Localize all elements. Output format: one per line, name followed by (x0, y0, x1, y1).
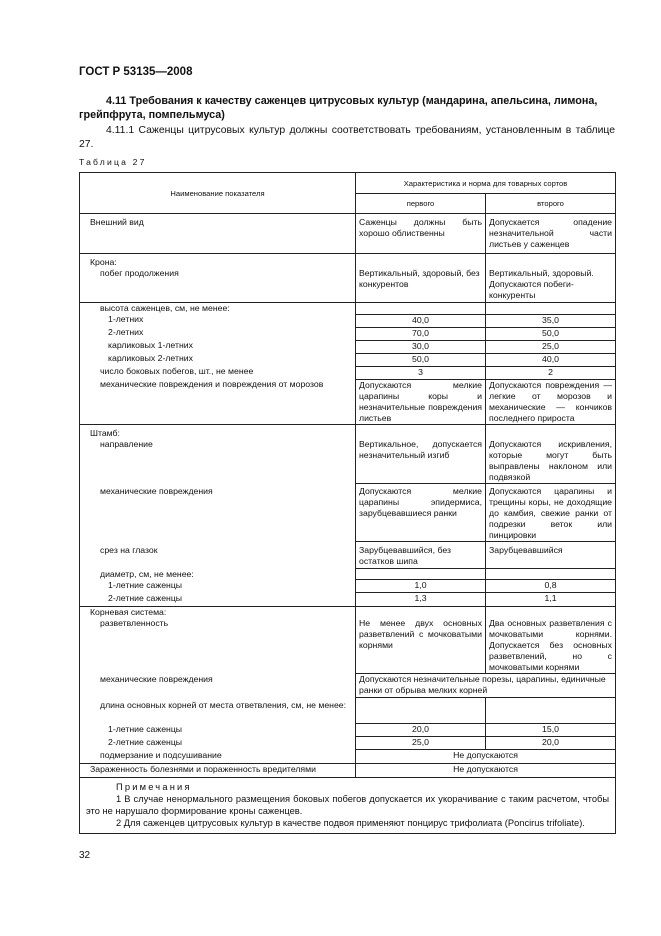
cell-merged: Не допускаются (356, 750, 616, 764)
cell-second: 0,8 (486, 580, 616, 593)
table-caption: Таблица 27 (79, 157, 147, 167)
cell-first: 25,0 (356, 737, 486, 750)
table-row (80, 268, 616, 303)
cell-first: 30,0 (356, 340, 486, 353)
note-2: 2 Для саженцев цитрусовых культур в качестве подвоя применяют понцирус трифолиата (Poncirus trifoliate). (116, 817, 585, 828)
empty-cell (486, 254, 616, 269)
cell-first: Вертикальный, здоровый, без конкурентов (356, 268, 486, 303)
cell-second: 20,0 (486, 737, 616, 750)
cell-first: 40,0 (356, 314, 486, 327)
requirements-table (79, 172, 616, 834)
cell-second: Допускаются искривления, которые могут быть выправлены наклоном или подвязкой (486, 439, 616, 484)
table-row (80, 698, 616, 724)
page-number: 32 (79, 850, 91, 861)
cell-second: 25,0 (486, 340, 616, 353)
row-label: механические повреждения (80, 484, 356, 542)
table-row (80, 314, 616, 327)
empty-cell (356, 425, 486, 440)
row-label: Штамб: (80, 425, 356, 440)
row-label: число боковых побегов, шт., не менее (80, 366, 356, 379)
cell-first: 70,0 (356, 327, 486, 340)
cell-second: 1,1 (486, 593, 616, 607)
cell-first: 20,0 (356, 724, 486, 737)
row-label: диаметр, см, не менее: (80, 569, 356, 580)
table-row (80, 303, 616, 315)
section-heading (79, 95, 615, 122)
table-row (80, 425, 616, 440)
cell-second: 15,0 (486, 724, 616, 737)
row-label: карликовых 2-летних (80, 353, 356, 366)
empty-cell (486, 606, 616, 618)
table-row (80, 750, 616, 764)
column-header-name: Наименование показателя (80, 173, 356, 214)
cell-first: Зарубцевавшийся, без остатков шипа (356, 542, 486, 569)
table-row (80, 484, 616, 542)
row-label: 2-летние саженцы (80, 737, 356, 750)
cell-first: 50,0 (356, 353, 486, 366)
cell-second: Допускается опадение незначительной части листьев у саженцев (486, 214, 616, 254)
cell-first: Саженцы должны быть хорошо облиственны (356, 214, 486, 254)
empty-cell (486, 425, 616, 440)
cell-first: 3 (356, 366, 486, 379)
cell-second: 40,0 (486, 353, 616, 366)
table-row (80, 353, 616, 366)
cell-first: Допускаются мелкие царапины эпидермиса, зарубцевавшиеся ранки (356, 484, 486, 542)
cell-merged: Допускаются незначительные порезы, царапины, единичные ранки от обрыва мелких корней (356, 674, 616, 698)
table-row (80, 618, 616, 674)
table-row (80, 214, 616, 254)
cell-first: Вертикальное, допускается незначительный изгиб (356, 439, 486, 484)
row-label: разветвленность (80, 618, 356, 674)
empty-cell (486, 698, 616, 724)
row-label: 2-летние саженцы (80, 593, 356, 607)
table-row (80, 580, 616, 593)
row-label: Зараженность болезнями и пораженность вредителями (80, 763, 356, 777)
section-number: 4.11 (106, 95, 127, 107)
column-header-second: второго (486, 194, 616, 214)
table-row (80, 379, 616, 425)
paragraph-text: Саженцы цитрусовых культур должны соответствовать требованиям, установленным в таблице 27. (79, 125, 615, 150)
cell-second: 50,0 (486, 327, 616, 340)
column-header-first: первого (356, 194, 486, 214)
row-label: побег продолжения (80, 268, 356, 303)
cell-first: Не менее двух основных разветвлений с мочковатыми корнями (356, 618, 486, 674)
table-header-row (80, 173, 616, 194)
document-header: ГОСТ Р 53135—2008 (79, 66, 193, 78)
cell-first: 1,0 (356, 580, 486, 593)
table-row (80, 254, 616, 269)
cell-second: Вертикальный, здоровый. Допускаются побеги-конкуренты (486, 268, 616, 303)
row-label: механические повреждения и повреждения от морозов (80, 379, 356, 425)
cell-first: 1,3 (356, 593, 486, 607)
empty-cell (356, 303, 486, 315)
row-label: срез на глазок (80, 542, 356, 569)
empty-cell (356, 254, 486, 269)
cell-second: Допускаются повреждения — легкие от морозов и механические — кончиков последнего прироста (486, 379, 616, 425)
table-row (80, 439, 616, 484)
row-label: карликовых 1-летних (80, 340, 356, 353)
notes-title: Примечания (116, 781, 192, 792)
row-label: Крона: (80, 254, 356, 269)
row-label: Корневая система: (80, 606, 356, 618)
row-label: 1-летние саженцы (80, 580, 356, 593)
table-row (80, 593, 616, 607)
cell-merged: Не допускаются (356, 763, 616, 777)
section-title: Требования к качеству саженцев цитрусовых культур (мандарина, апельсина, лимона, грейпфрута, помпельмуса) (79, 95, 598, 121)
cell-first: Допускаются мелкие царапины коры и незначительные повреждения листьев (356, 379, 486, 425)
cell-second: Допускаются царапины и трещины коры, не доходящие до камбия, свежие ранки от подрезки веток или пинцировки (486, 484, 616, 542)
row-label: 1-летних (80, 314, 356, 327)
table-row (80, 674, 616, 698)
paragraph-number: 4.11.1 (106, 125, 135, 136)
row-label: 2-летних (80, 327, 356, 340)
empty-cell (486, 569, 616, 580)
empty-cell (356, 606, 486, 618)
empty-cell (356, 698, 486, 724)
table-notes (80, 777, 616, 833)
empty-cell (486, 303, 616, 315)
column-header-group: Характеристика и норма для товарных сортов (356, 173, 616, 194)
table-row (80, 763, 616, 777)
table-row (80, 366, 616, 379)
table-row (80, 737, 616, 750)
note-1: 1 В случае ненормального размещения боковых побегов допускается их укорачивание с таким расчетом, чтобы это не нарушало формирование кроны саженцев. (86, 793, 610, 816)
row-label: механические повреждения (80, 674, 356, 698)
cell-second: 2 (486, 366, 616, 379)
paragraph (79, 124, 615, 151)
row-label: направление (80, 439, 356, 484)
row-label: Внешний вид (80, 214, 356, 254)
row-label: подмерзание и подсушивание (80, 750, 356, 764)
row-label: высота саженцев, см, не менее: (80, 303, 356, 315)
table-row (80, 327, 616, 340)
cell-second: Зарубцевавшийся (486, 542, 616, 569)
table-row (80, 606, 616, 618)
row-label: 1-летние саженцы (80, 724, 356, 737)
cell-second: Два основных разветвления с мочковатыми корнями. Допускается без основных разветвлений, но с мочковатыми корнями (486, 618, 616, 674)
table-row (80, 569, 616, 580)
table-row (80, 542, 616, 569)
empty-cell (356, 569, 486, 580)
table-row (80, 340, 616, 353)
table-row (80, 724, 616, 737)
notes-row (80, 777, 616, 833)
cell-second: 35,0 (486, 314, 616, 327)
row-label: длина основных корней от места ответвления, см, не менее: (80, 698, 356, 724)
